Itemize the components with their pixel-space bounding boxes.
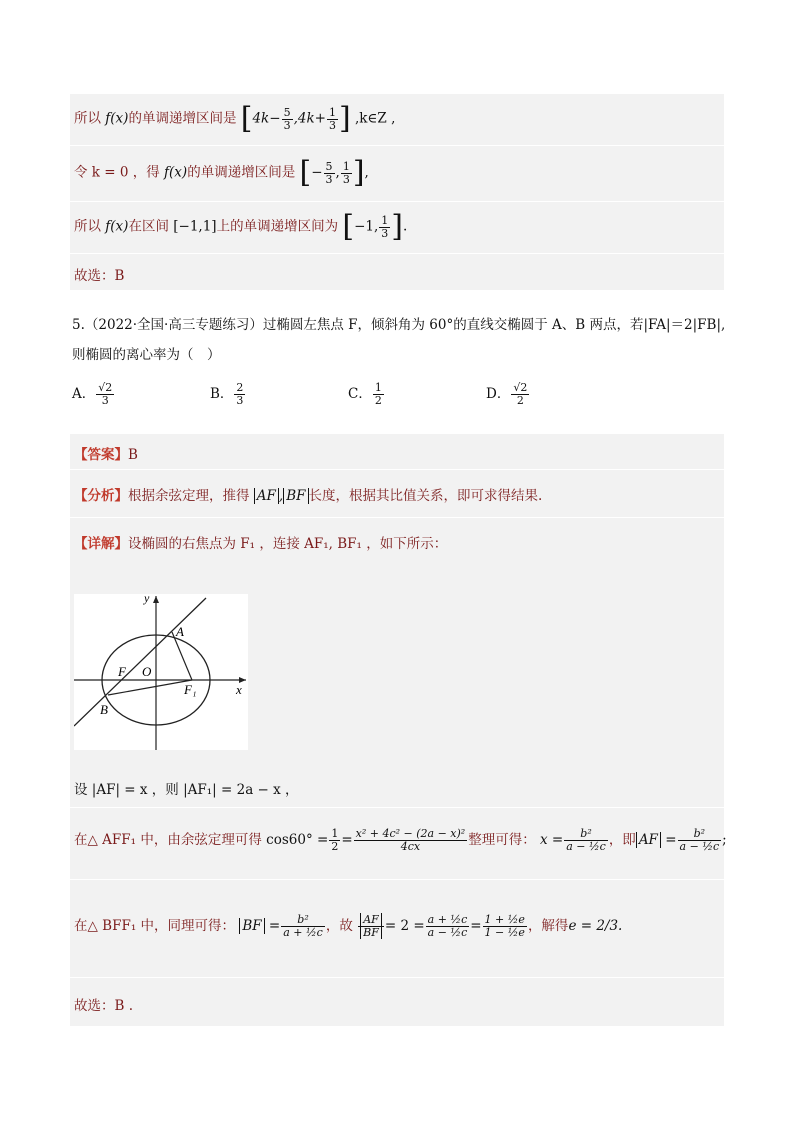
solution-line-1: 所以 f(x)的单调递增区间是 [4k− $\frac{5}{3}$ ,4k+ $\frac{1}{3}$ ] ,k∈Z ,	[70, 94, 724, 146]
solution-line-3: 所以 f(x)在区间 [−1,1]上的单调递增区间为 [−1, $\frac{1}{3}$ ].	[70, 202, 724, 254]
ellipse-figure	[74, 594, 248, 750]
option-a: A． $\frac{√2}{3}$	[72, 381, 113, 407]
label-B: B	[100, 702, 108, 717]
text: 所以	[74, 218, 101, 235]
cosine-row: 在△ AFF₁ 中，由余弦定理可得 cos60° = $\frac{1}{2}$ = $\frac{\text{x² + 4c² − (2a − x)²}}{4cx}$ 整理可得： x = $\frac{\text{b²}}{\text{a − ½c}}$ ，即 AF = $\frac{\text{b²}}{\text{a − ½c}}$ ;	[70, 808, 724, 880]
text: 令 k = 0 ，得	[74, 164, 160, 181]
question-number: 5.	[72, 317, 85, 333]
label-F: F	[118, 664, 126, 679]
segment-BF1	[108, 680, 192, 695]
let-row	[70, 768, 724, 808]
question-line-1	[72, 313, 725, 333]
math-func: f(x)	[164, 164, 188, 181]
label-F1: F₁	[184, 682, 197, 697]
detail-row: 【详解】设椭圆的右焦点为 F₁ ，连接 AF₁, BF₁ ，如下所示：	[74, 536, 448, 552]
solution-block-answer	[70, 434, 727, 1026]
text: 的单调递增区间是	[128, 110, 237, 127]
math-range: [−1,1]	[173, 218, 217, 235]
label-x: x	[236, 682, 242, 697]
ellipse-diagram	[74, 594, 248, 750]
answer-value: B	[128, 447, 138, 463]
question-stem: 过椭圆左焦点 F，倾斜角为 60°的直线交椭圆于 A、B 两点，若|FA|＝2|FB|,	[262, 317, 726, 333]
option-d: D． $\frac{√2}{2}$	[486, 381, 528, 407]
analysis-row: 【分析】根据余弦定理，推得 AF , BF 长度，根据其比值关系，即可求得结果.	[70, 470, 724, 518]
chord-line	[74, 598, 206, 726]
label-y: y	[144, 594, 150, 605]
text: 的单调递增区间是	[187, 164, 296, 181]
choose-text: 故选：B	[74, 268, 125, 284]
label-A: A	[176, 624, 184, 639]
question-source: （2022·全国·高三专题练习）	[84, 317, 263, 333]
detail-tag: 【详解】	[74, 536, 128, 552]
y-axis-arrow	[153, 596, 159, 603]
label-O: O	[142, 664, 152, 679]
final-choice: 故选：B .	[74, 998, 134, 1014]
math-func: f(x)	[105, 218, 129, 235]
let-line: 设 |AF| = x ，则 |AF₁| = 2a − x ，	[74, 782, 299, 798]
answer-tag: 【答案】	[74, 447, 128, 463]
solution-line-2: 令 k = 0 ，得 f(x)的单调递增区间是 [− $\frac{5}{3}$ , $\frac{1}{3}$ ],	[70, 146, 724, 202]
option-c: C． $\frac{1}{2}$	[348, 381, 382, 407]
same-row: 在△ BFF₁ 中，同理可得： BF = $\frac{\text{b²}}{\text{a + ½c}}$ ，故 $\frac{AF}{BF}$ = 2 = $\frac{\text{a + ½c}}{\text{a − ½c}}$ = $\frac{\text{1 + ½e}}{\text{1 − ½e}}$ ，解得e = 2/3.	[70, 880, 724, 978]
segment-AF1	[172, 632, 192, 680]
solution-line-4	[70, 254, 724, 290]
final-row	[70, 978, 724, 1026]
math-func: f(x)	[105, 110, 129, 127]
question-line-2: 则椭圆的离心率为（ ）	[72, 347, 221, 363]
text: 在区间	[128, 218, 169, 235]
analysis-tag: 【分析】	[74, 488, 128, 504]
solution-block-top	[70, 94, 724, 290]
answer-row	[70, 434, 724, 470]
option-b: B． $\frac{2}{3}$	[210, 381, 244, 407]
text: 上的单调递增区间为	[216, 218, 339, 235]
text: 所以	[74, 110, 101, 127]
